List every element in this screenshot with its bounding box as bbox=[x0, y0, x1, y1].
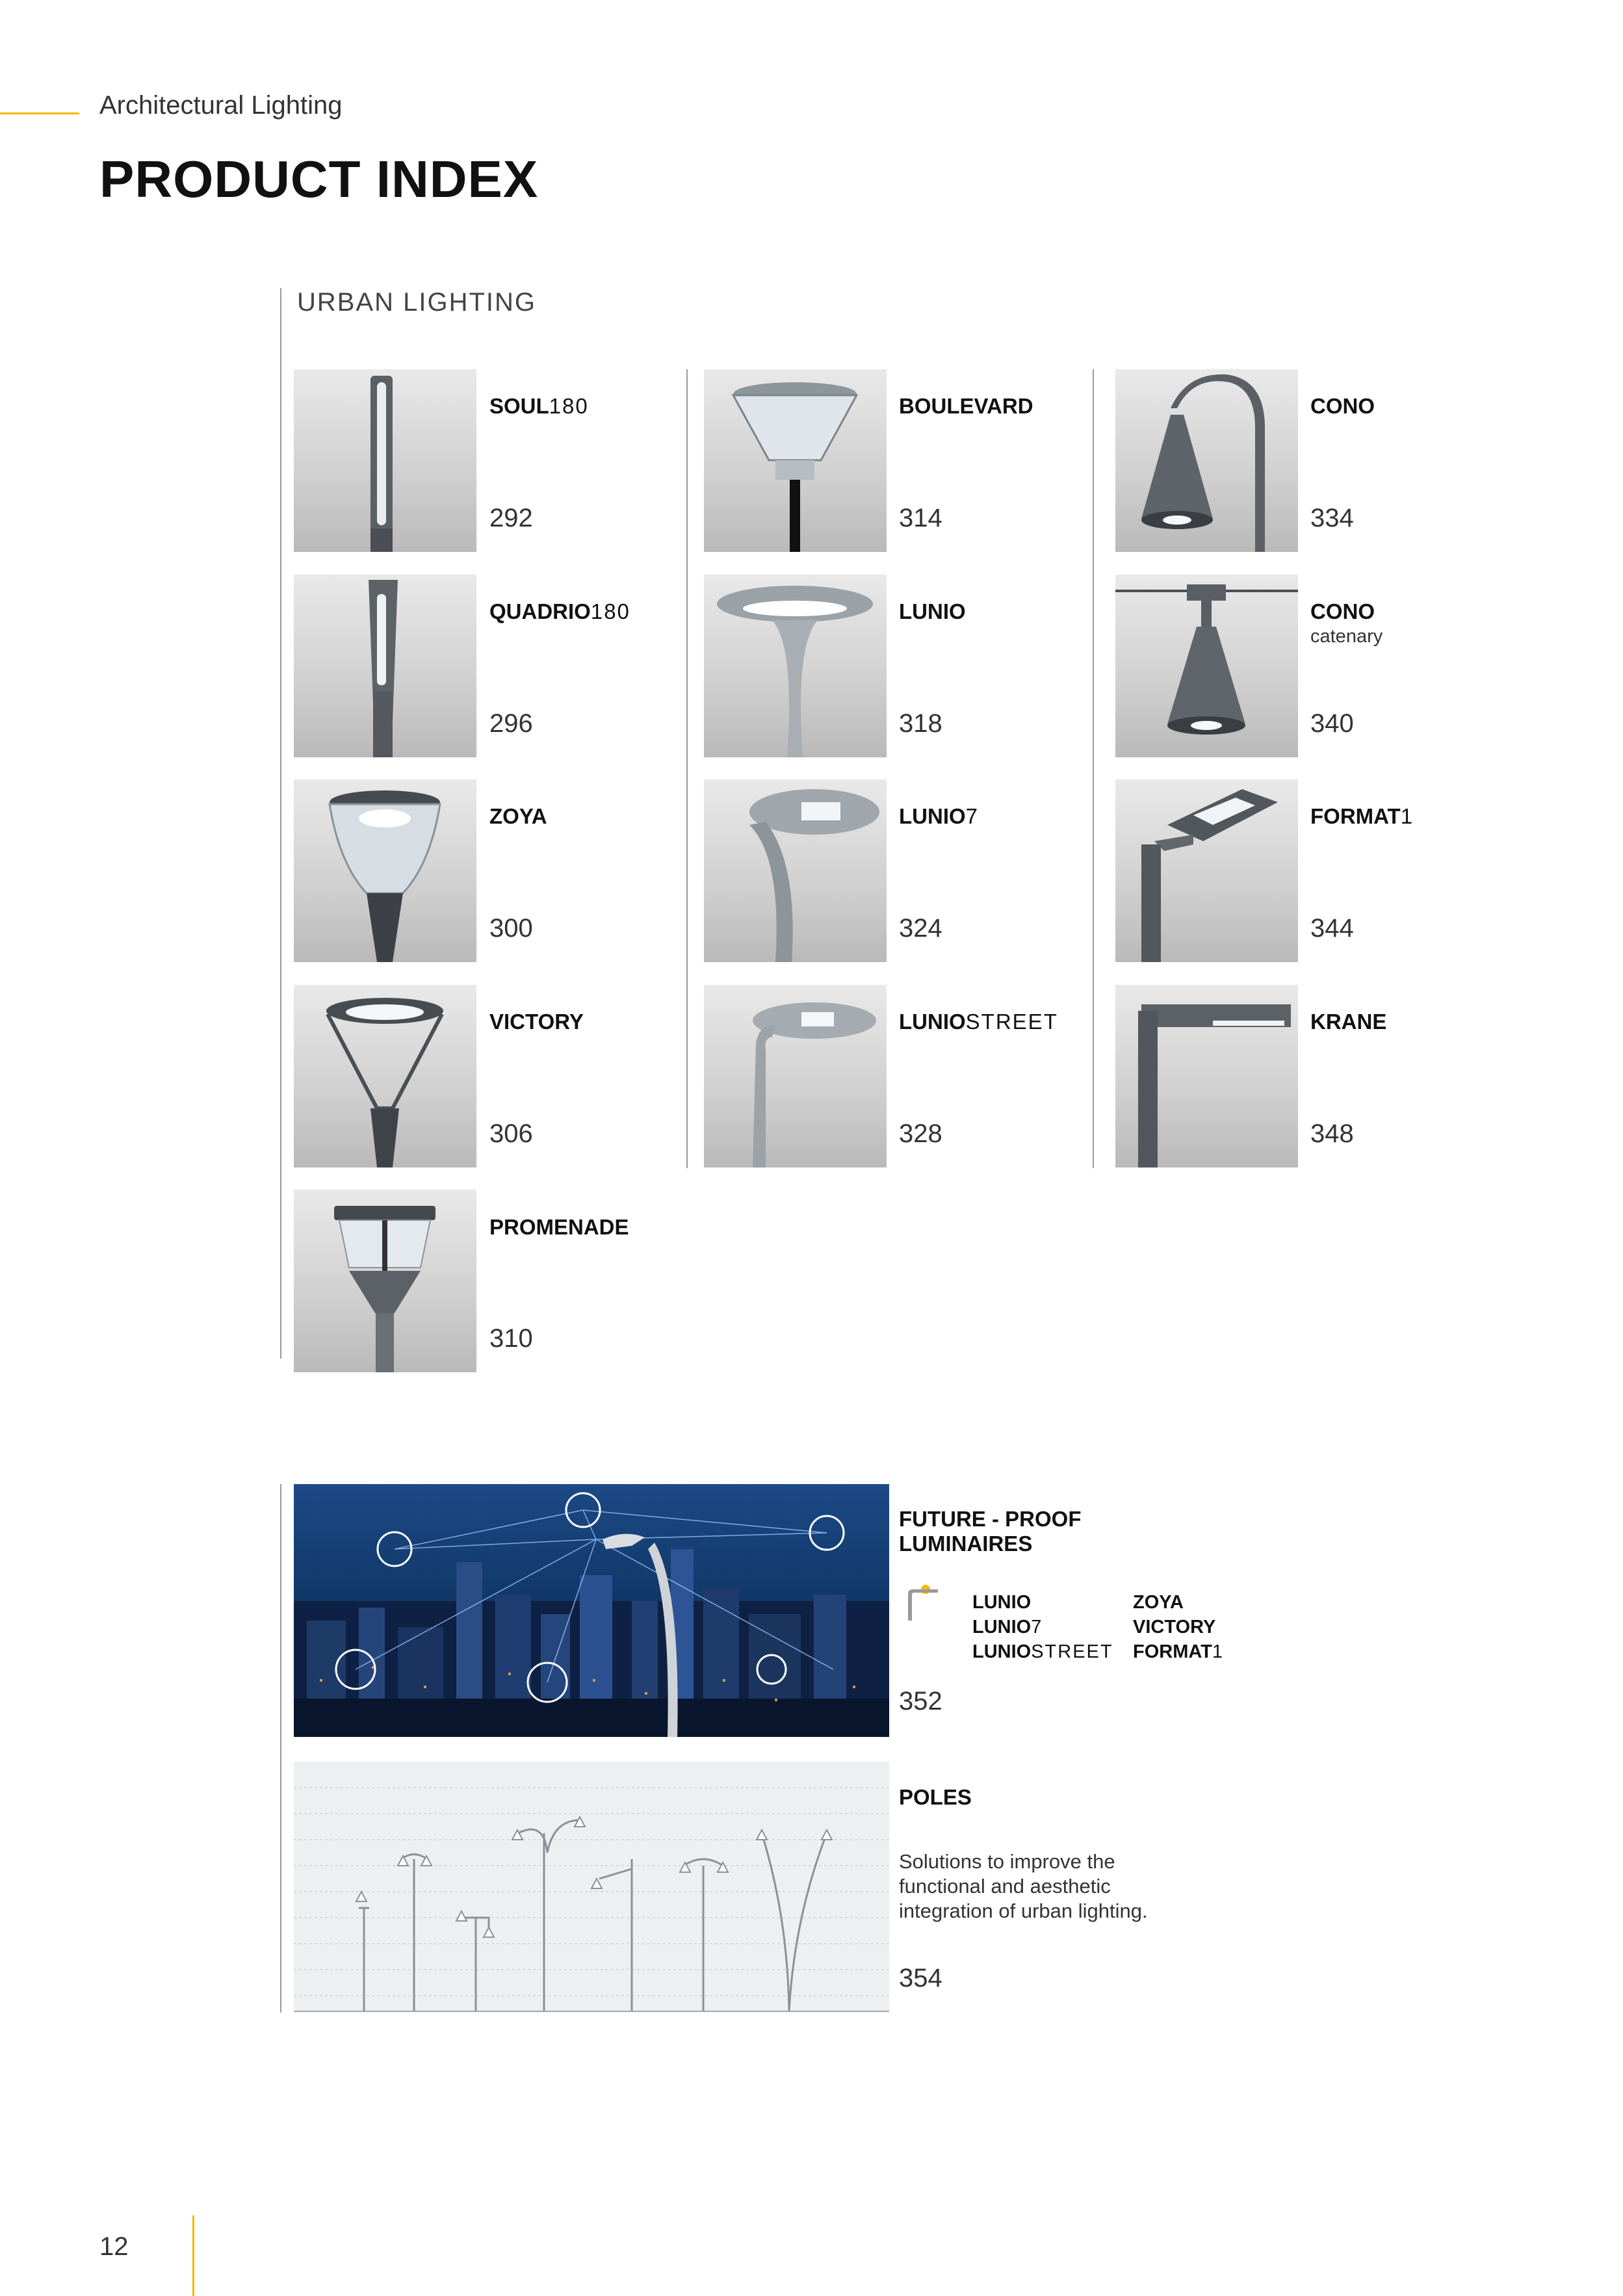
product-name[interactable]: FORMAT1 bbox=[1310, 804, 1414, 828]
product-image-cono-catenary[interactable] bbox=[1115, 575, 1298, 757]
product-page-number: 306 bbox=[489, 1119, 533, 1148]
product-page-number: 314 bbox=[899, 504, 942, 532]
product-name[interactable]: LUNIOSTREET bbox=[899, 1010, 1058, 1034]
future-proof-list-1: LUNIO LUNIO7 LUNIOSTREET bbox=[972, 1592, 1113, 1662]
product-image-format1[interactable] bbox=[1115, 779, 1298, 962]
header-accent-line bbox=[0, 112, 79, 114]
product-image-luniostreet[interactable] bbox=[704, 985, 887, 1168]
product-name[interactable]: CONO bbox=[1310, 394, 1375, 418]
product-image-victory[interactable] bbox=[294, 985, 476, 1168]
page-number: 12 bbox=[99, 2232, 129, 2261]
product-page-number: 334 bbox=[1310, 504, 1354, 532]
lunio-lamp-icon bbox=[905, 1584, 939, 1621]
product-name[interactable]: CONO bbox=[1310, 599, 1375, 623]
product-name[interactable]: LUNIO bbox=[899, 599, 966, 623]
product-image-lunio7[interactable] bbox=[704, 779, 887, 962]
product-page-number: 292 bbox=[489, 504, 533, 532]
product-name[interactable]: PROMENADE bbox=[489, 1215, 629, 1239]
product-name[interactable]: SOUL180 bbox=[489, 394, 589, 418]
product-image-quadrio180[interactable] bbox=[294, 575, 476, 757]
future-proof-title[interactable]: FUTURE - PROOF LUMINAIRES bbox=[899, 1507, 1082, 1556]
page-title: PRODUCT INDEX bbox=[99, 150, 539, 208]
product-image-cono[interactable] bbox=[1115, 369, 1298, 552]
product-image-zoya[interactable] bbox=[294, 779, 476, 962]
product-name[interactable]: LUNIO7 bbox=[899, 804, 980, 828]
column-divider bbox=[280, 288, 281, 1359]
product-name[interactable]: VICTORY bbox=[489, 1010, 584, 1034]
product-name[interactable]: ZOYA bbox=[489, 804, 547, 828]
product-subtitle: catenary bbox=[1310, 626, 1383, 647]
product-page-number: 344 bbox=[1310, 914, 1354, 943]
product-page-number: 328 bbox=[899, 1119, 942, 1148]
smart-city-image[interactable] bbox=[294, 1484, 889, 1737]
product-page-number: 296 bbox=[489, 709, 533, 738]
product-name[interactable]: QUADRIO180 bbox=[489, 599, 630, 623]
product-page-number: 310 bbox=[489, 1324, 533, 1353]
poles-description: Solutions to improve the functional and aesthetic integration of urban lighting. bbox=[899, 1850, 1148, 1922]
product-image-krane[interactable] bbox=[1115, 985, 1298, 1168]
footer-accent-line bbox=[192, 2215, 194, 2296]
category-label: URBAN LIGHTING bbox=[297, 288, 537, 317]
product-image-lunio[interactable] bbox=[704, 575, 887, 757]
product-name[interactable]: BOULEVARD bbox=[899, 394, 1033, 418]
section-label: Architectural Lighting bbox=[99, 91, 343, 120]
column-divider bbox=[280, 1484, 281, 2013]
future-proof-list-2: ZOYA VICTORY FORMAT1 bbox=[1133, 1592, 1225, 1662]
product-page-number: 300 bbox=[489, 914, 533, 943]
product-page-number: 340 bbox=[1310, 709, 1354, 738]
poles-title[interactable]: POLES bbox=[899, 1785, 972, 1809]
product-page-number: 318 bbox=[899, 709, 942, 738]
column-divider bbox=[1093, 369, 1094, 1168]
product-page-number: 324 bbox=[899, 914, 942, 943]
product-image-promenade[interactable] bbox=[294, 1190, 476, 1372]
product-image-boulevard[interactable] bbox=[704, 369, 887, 552]
poles-image[interactable] bbox=[294, 1762, 889, 2013]
product-name[interactable]: KRANE bbox=[1310, 1010, 1387, 1034]
product-image-soul180[interactable] bbox=[294, 369, 476, 552]
column-divider bbox=[686, 369, 688, 1168]
future-proof-page-number: 352 bbox=[899, 1687, 942, 1715]
poles-page-number: 354 bbox=[899, 1964, 942, 1992]
product-page-number: 348 bbox=[1310, 1119, 1354, 1148]
